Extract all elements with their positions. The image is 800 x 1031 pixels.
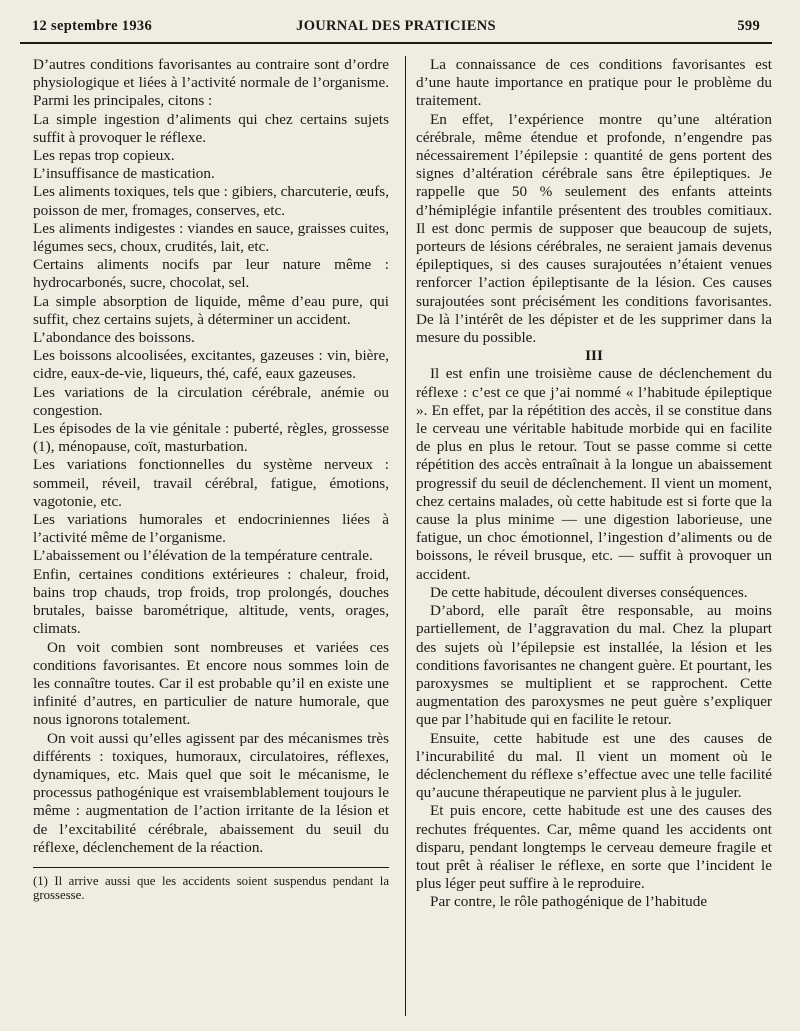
- text-columns: [20, 56, 772, 912]
- left-paragraph: Certains aliments nocifs par leur nature même : hydrocarbonés, sucre, chocolat, sel.: [33, 256, 389, 292]
- right-paragraph: D’abord, elle paraît être responsable, au moins partiellement, de l’aggravation du mal. Chez la plupart des sujets où l’épilepsie est installée, la lésion et les conditions favorisantes ne changent guère. Et pourtant, les paroxysmes se multiplient et se rapprochent. Cette augmentation des paroxysmes ne peut guère s’expliquer que par l’habitude qui en facilite le retour.: [416, 602, 772, 729]
- left-paragraph: D’autres conditions favorisantes au contraire sont d’ordre physiologique et liées à l’activité normale de l’organisme. Parmi les principales, citons :: [33, 56, 389, 110]
- left-paragraph: L’insuffisance de mastication.: [33, 165, 215, 183]
- left-paragraph: Les épisodes de la vie génitale : puberté, règles, grossesse (1), ménopause, coït, masturbation.: [33, 420, 389, 456]
- footnote-rule: [33, 867, 389, 868]
- left-paragraph: Les variations humorales et endocriniennes liées à l’activité même de l’organisme.: [33, 511, 389, 547]
- left-paragraph: La simple absorption de liquide, même d’eau pure, qui suffit, chez certains sujets, à déterminer un accident.: [33, 292, 389, 328]
- left-paragraph: On voit combien sont nombreuses et variées ces conditions favorisantes. Et encore nous sommes loin de les connaître toutes. Car il est probable qu’il en existe une infinité d’autres, en particulier de nature humorale, que nous ignorons totalement.: [33, 638, 389, 729]
- right-paragraph: En effet, l’expérience montre qu’une altération cérébrale, même étendue et profonde, n’engendre pas nécessairement l’épilepsie : quantité de gens portent des signes d’altération cérébrale sans être épileptiques. Je rappelle que 50 % seulement des enfants atteints d’hémiplégie infantile présentent des troubles comitiaux. Il est donc permis de supposer que beaucoup de sujets, porteurs de lésions cérébrales, ne seraient jamais devenus épileptiques, si des causes surajoutées n’étaient venues renforcer l’action épileptisante de la lésion. Ces causes surajoutées sont précisément les conditions favorisantes. De là l’intérêt de les dépister et de les supprimer dans la mesure du possible.: [416, 110, 772, 347]
- right-column: [416, 56, 772, 912]
- left-column: [20, 56, 389, 912]
- left-paragraph: Les variations fonctionnelles du système nerveux : sommeil, réveil, travail cérébral, fatigue, émotions, vagotonie, etc.: [33, 456, 389, 510]
- footnote: (1) Il arrive aussi que les accidents soient suspendus pendant la grossesse.: [33, 873, 389, 903]
- header-date: 12 septembre 1936: [32, 18, 153, 34]
- left-paragraph: Les boissons alcoolisées, excitantes, gazeuses : vin, bière, cidre, eaux-de-vie, liqueurs, thé, café, eaux gazeuses.: [33, 347, 389, 383]
- left-paragraph: Enfin, certaines conditions extérieures : chaleur, froid, bains trop chauds, trop froids, trop prolongés, douches brutales, baisse barométrique, altitude, vents, orages, climats.: [33, 565, 389, 638]
- header-rule: [20, 42, 772, 44]
- right-paragraph: Et puis encore, cette habitude est une des causes des rechutes fréquentes. Car, même quand les accidents ont disparu, pendant longtemps le cerveau demeure fragile et tout prêt à réaliser le réflexe, en sorte que l’incident le plus léger peut suffire à le reproduire.: [416, 802, 772, 893]
- page-header: [20, 14, 772, 36]
- right-paragraph: De cette habitude, découlent diverses conséquences.: [430, 583, 748, 601]
- right-paragraph: Il est enfin une troisième cause de déclenchement du réflexe : c’est ce que j’ai nommé « l’habitude épileptique ». En effet, par la répétition des accès, il se constitue dans le cerveau une véritable habitude morbide qui en facilite de plus en plus le retour. Tout se passe comme si cette répétition des accès entraînait à la longue un abaissement progressif du seuil de déclenchement. Il vient un moment, chez certains malades, où cette habitude est si forte que la cause la plus minime — une digestion laborieuse, une fatigue, un choc émotionnel, l’ingestion d’aliments ou de boissons, le réveil brusque, etc. — suffit à provoquer un accident.: [416, 365, 772, 583]
- left-paragraph: Les variations de la circulation cérébrale, anémie ou congestion.: [33, 383, 389, 419]
- left-paragraph: Les repas trop copieux.: [33, 147, 175, 165]
- header-journal-title: JOURNAL DES PRATICIENS: [296, 18, 496, 34]
- right-paragraph: Par contre, le rôle pathogénique de l’habitude: [430, 893, 708, 911]
- left-paragraph: L’abondance des boissons.: [33, 329, 195, 347]
- section-heading: III: [585, 347, 603, 365]
- left-paragraph: On voit aussi qu’elles agissent par des mécanismes très différents : toxiques, humoraux, circulatoires, réflexes, dynamiques, etc. Mais quel que soit le mécanisme, le processus pathogénique est vraisemblablement toujours le même : augmentation de l’action irritante de la lésion et de l’excitabilité cérébrale, abaissement du seuil du réflexe, déclenchement de la réaction.: [33, 729, 389, 856]
- left-paragraph: Les aliments toxiques, tels que : gibiers, charcuterie, œufs, poisson de mer, fromages, conserves, etc.: [33, 183, 389, 219]
- right-paragraph: La connaissance de ces conditions favorisantes est d’une haute importance en pratique pour le problème du traitement.: [416, 56, 772, 110]
- right-paragraph: Ensuite, cette habitude est une des causes de l’incurabilité du mal. Il vient un moment où le déclenchement du réflexe s’effectue avec une telle facilité qu’aucune thérapeutique ne parvient plus à le juguler.: [416, 729, 772, 802]
- left-paragraph: Les aliments indigestes : viandes en sauce, graisses cuites, légumes secs, choux, crudités, lait, etc.: [33, 219, 389, 256]
- left-paragraph: L’abaissement ou l’élévation de la température centrale.: [33, 547, 373, 565]
- header-page-number: 599: [737, 18, 760, 34]
- left-paragraph: La simple ingestion d’aliments qui chez certains sujets suffit à provoquer le réflexe.: [33, 110, 389, 146]
- column-divider: [405, 56, 406, 1016]
